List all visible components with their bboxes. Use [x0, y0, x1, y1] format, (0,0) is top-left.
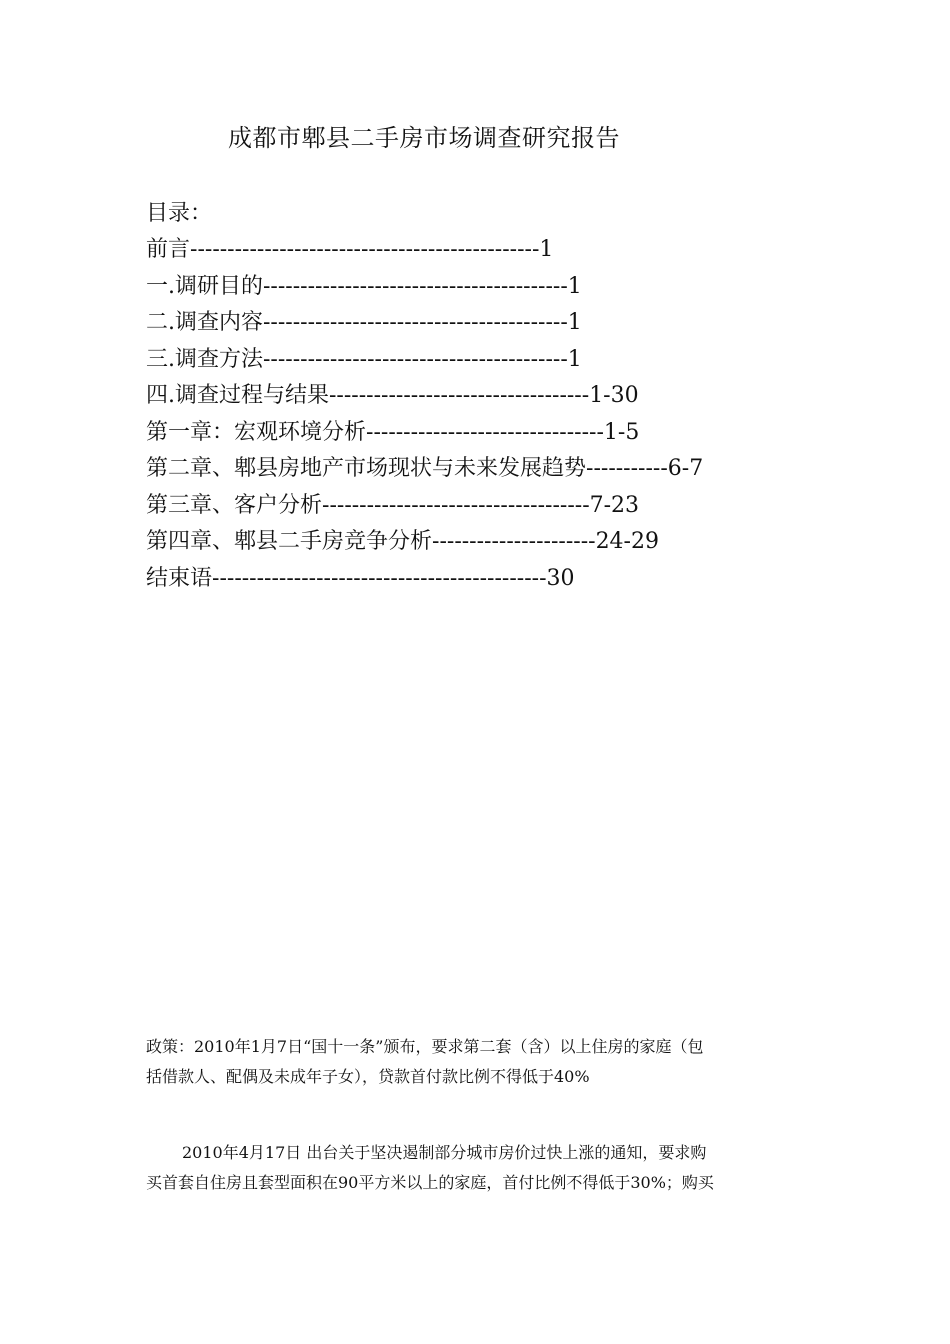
toc-entry-chapter-2 — [146, 451, 846, 488]
toc-entry-leader: ----------------------------------------- — [263, 273, 568, 299]
toc-entry-label: 前言 — [146, 237, 191, 262]
paragraph-line: 买首套自住房且套型面积在90平方米以上的家庭，首付比例不得低于30%；购买 — [146, 1173, 714, 1192]
toc-entry-chapter-3 — [146, 488, 846, 525]
toc-entry-method — [146, 342, 846, 379]
toc-entry-leader: ----------- — [586, 456, 668, 481]
toc-entry-conclusion — [146, 561, 846, 598]
toc-entry-label: 第四章、郫县二手房竞争分析 — [146, 529, 433, 554]
toc-entry-label: 第三章、客户分析 — [146, 492, 323, 518]
policy-paragraph-1 — [146, 1032, 816, 1092]
toc-entry-label: 三.调查方法 — [146, 346, 263, 372]
toc-entry-page: 1 — [567, 346, 582, 372]
toc-entry-page: 7-23 — [589, 492, 640, 518]
toc-entry-leader: ----------------------------------- — [329, 383, 590, 408]
toc-entry-page: 6-7 — [667, 456, 704, 481]
toc-entry-page: 24-29 — [595, 529, 659, 554]
paragraph-line: 括借款人、配偶及未成年子女），贷款首付款比例不得低于40% — [146, 1067, 590, 1086]
report-title: 成都市郫县二手房市场调查研究报告 — [228, 124, 620, 152]
toc-entry-label: 二.调查内容 — [146, 310, 263, 335]
toc-entry-page: 1 — [539, 237, 554, 262]
toc-entry-purpose — [146, 269, 846, 306]
toc-entry-chapter-4 — [146, 524, 846, 561]
table-of-contents — [146, 196, 846, 597]
paragraph-line: 2010年4月17日 出台关于坚决遏制部分城市房价过快上涨的通知，要求购 — [182, 1143, 707, 1162]
toc-entry-label: 结束语 — [146, 565, 213, 591]
toc-entry-leader: ----------------------------------------- — [263, 346, 568, 372]
toc-entry-leader: ----------------------------------------------- — [190, 237, 540, 262]
toc-entry-page: 1 — [567, 273, 582, 299]
toc-entry-page: 1 — [567, 310, 582, 335]
toc-entry-page: 30 — [546, 565, 575, 591]
toc-entry-preface — [146, 232, 846, 269]
toc-entry-chapter-1 — [146, 415, 846, 452]
toc-entry-label: 一.调研目的 — [146, 273, 263, 299]
toc-heading: 目录： — [146, 201, 213, 226]
toc-entry-label: 四.调查过程与结果 — [146, 383, 329, 408]
toc-entry-content — [146, 305, 846, 342]
toc-entry-page: 1-5 — [603, 419, 640, 445]
toc-entry-leader: --------------------------------------------- — [212, 565, 547, 591]
toc-entry-leader: -------------------------------- — [366, 419, 604, 445]
toc-entry-page: 1-30 — [589, 383, 639, 408]
toc-entry-leader: ---------------------- — [432, 529, 596, 554]
toc-entry-leader: ----------------------------------------- — [263, 310, 568, 335]
policy-paragraph-2 — [146, 1138, 816, 1198]
toc-entry-label: 第二章、郫县房地产市场现状与未来发展趋势 — [146, 456, 587, 481]
toc-entry-leader: ------------------------------------ — [322, 492, 590, 518]
toc-entry-process — [146, 378, 846, 415]
paragraph-line: 政策：2010年1月7日“国十一条”颁布，要求第二套（含）以上住房的家庭（包 — [146, 1037, 704, 1056]
toc-entry-label: 第一章：宏观环境分析 — [146, 419, 367, 445]
